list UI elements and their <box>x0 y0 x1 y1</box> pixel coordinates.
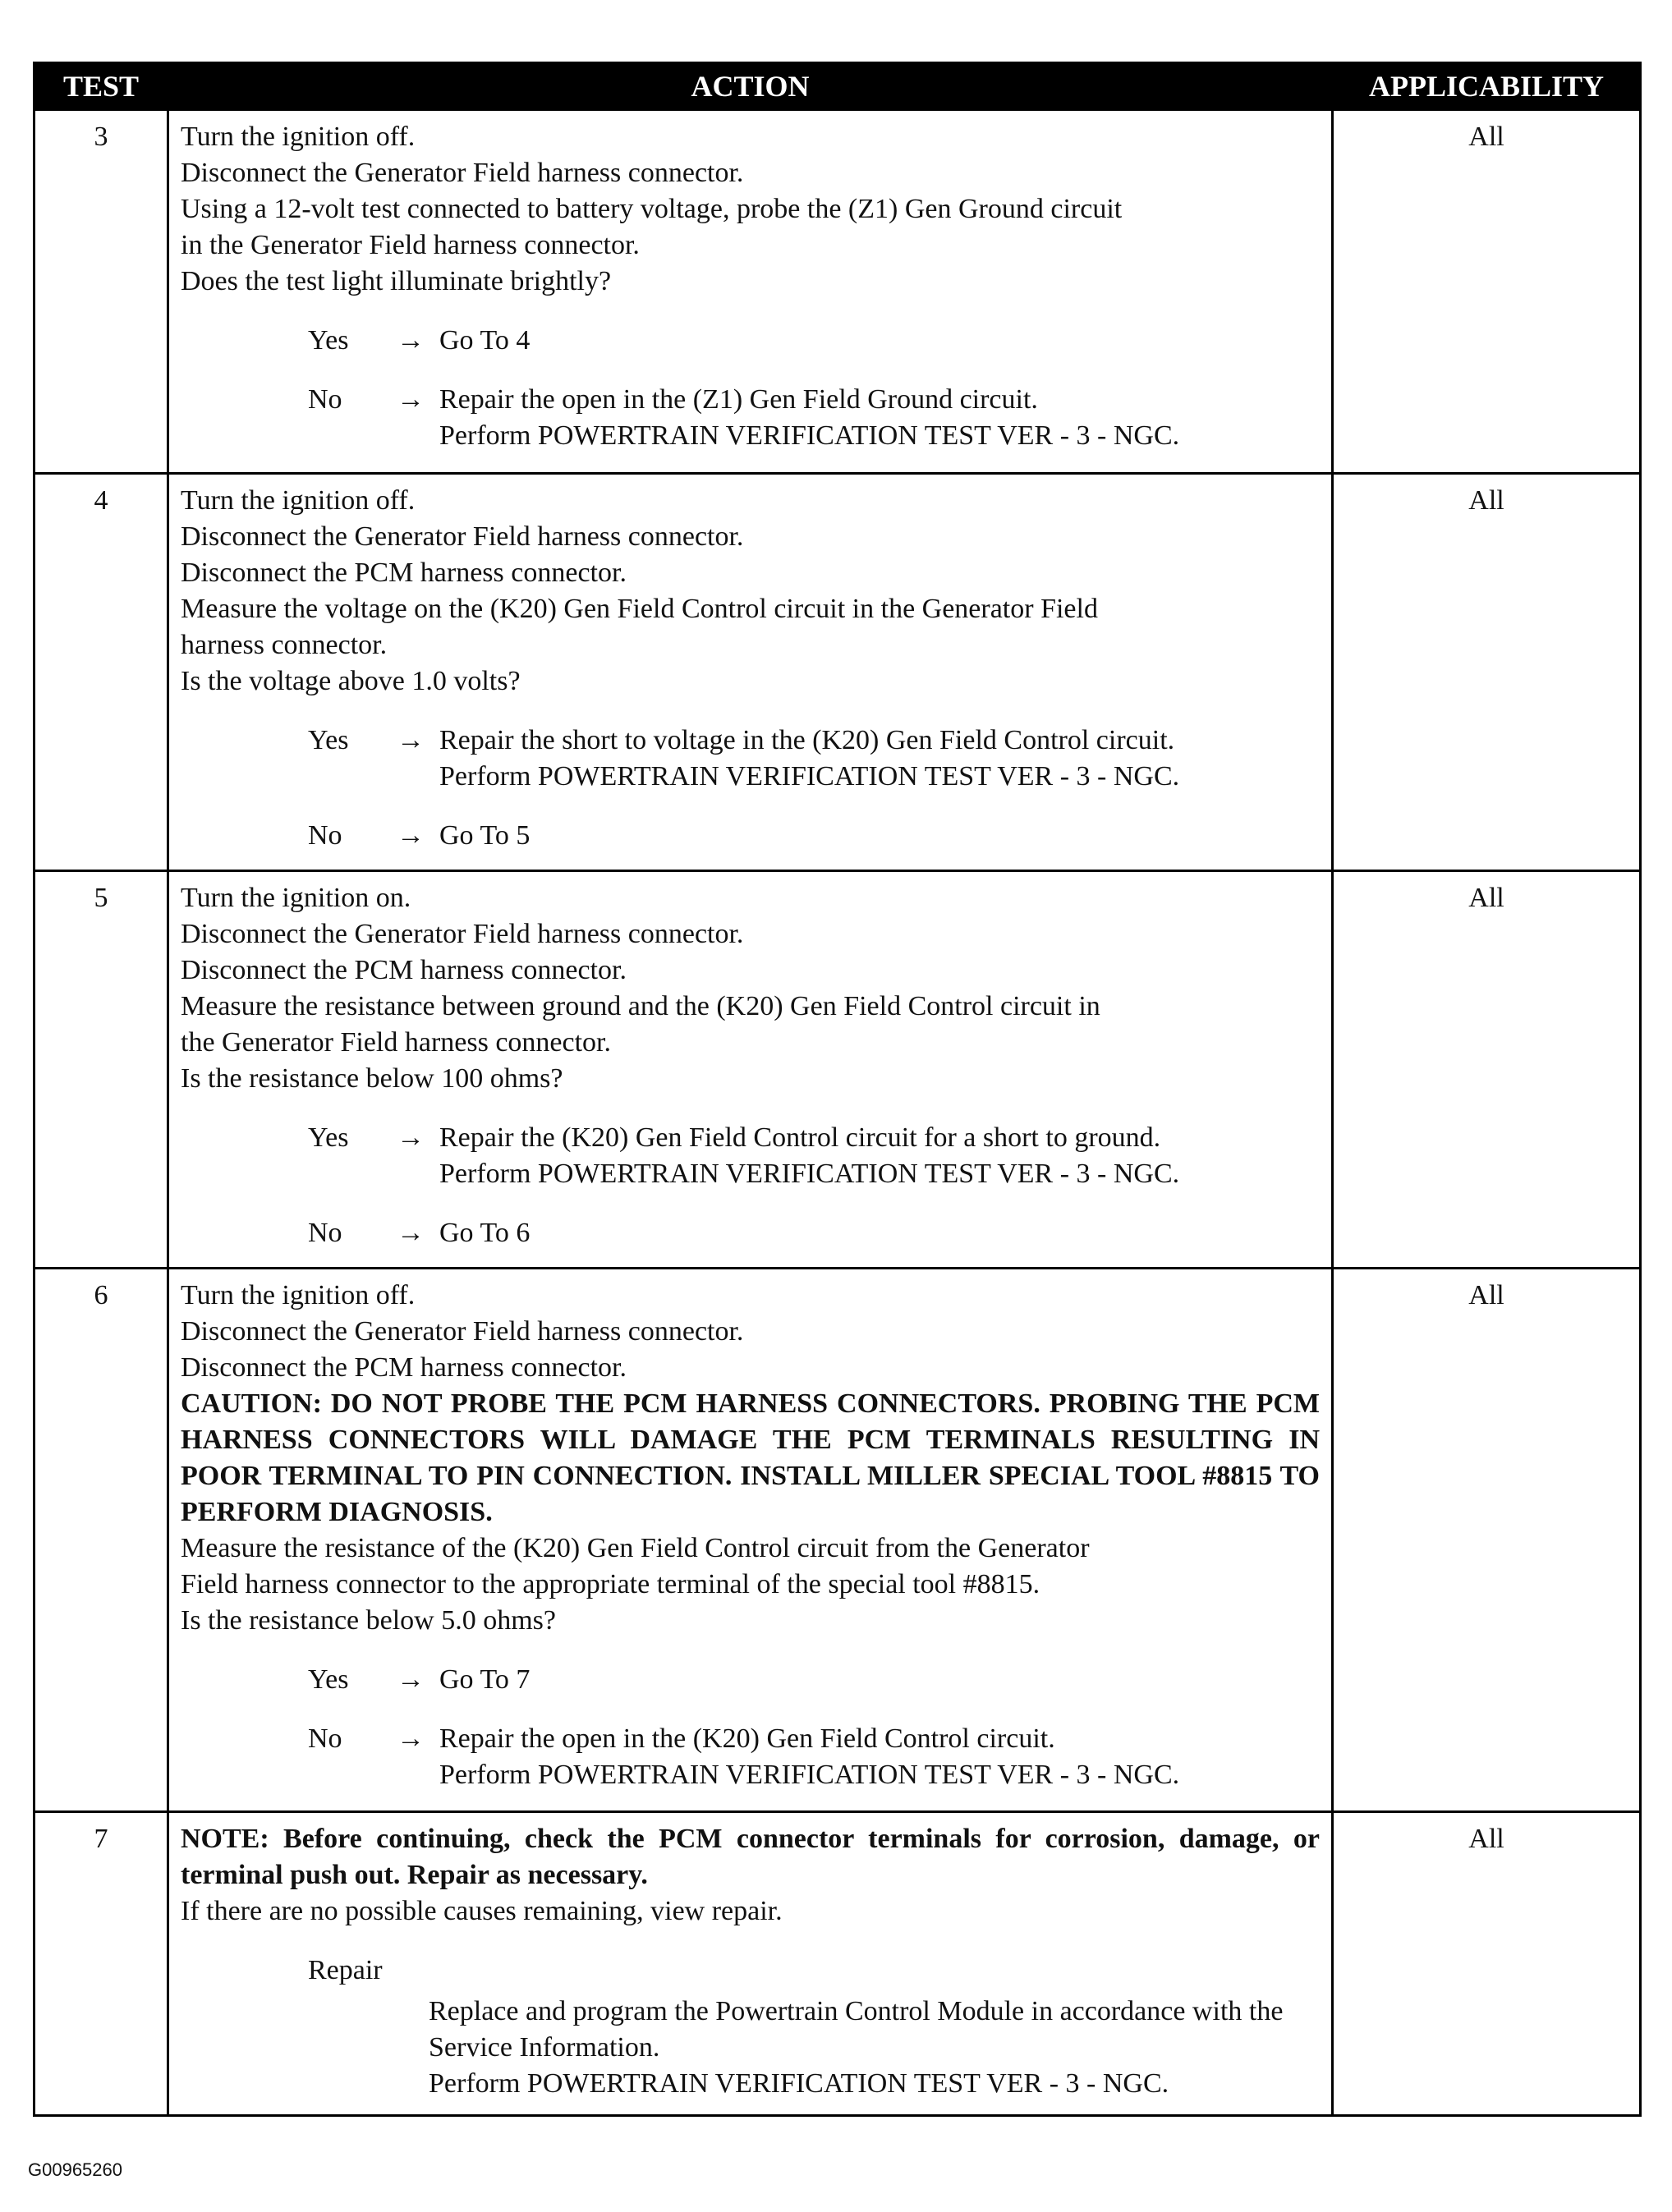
option-no <box>181 818 1320 854</box>
option-yes <box>181 1662 1320 1698</box>
action-line: in the Generator Field harness connector. <box>181 230 640 260</box>
option-result-line: Repair the short to voltage in the (K20) Gen Field Control circuit. <box>439 725 1175 755</box>
option-no <box>181 382 1320 454</box>
action-line: Is the resistance below 5.0 ohms? <box>181 1605 556 1636</box>
header-action: ACTION <box>168 63 1333 110</box>
applicability-cell: All <box>1333 871 1641 1269</box>
applicability-cell: All <box>1333 1269 1641 1812</box>
action-line: Disconnect the Generator Field harness connector. <box>181 521 744 552</box>
applicability-cell: All <box>1333 1812 1641 2116</box>
option-result <box>439 323 1320 359</box>
action-line: Turn the ignition on. <box>181 883 411 913</box>
arrow-icon: → <box>397 1218 425 1248</box>
arrow-icon: → <box>397 1122 425 1153</box>
option-label: Yes <box>308 325 349 356</box>
action-line: Turn the ignition off. <box>181 122 416 152</box>
action-line: Disconnect the PCM harness connector. <box>181 955 627 985</box>
option-result-line: Repair the open in the (Z1) Gen Field Ground circuit. <box>439 384 1038 415</box>
option-label: No <box>308 384 342 415</box>
option-no <box>181 1215 1320 1251</box>
action-line: Disconnect the PCM harness connector. <box>181 558 627 588</box>
figure-code: G00965260 <box>28 2159 122 2180</box>
option-label: No <box>308 820 342 851</box>
action-line: Disconnect the Generator Field harness connector. <box>181 158 744 188</box>
applicability-cell: All <box>1333 474 1641 871</box>
option-result-line: Perform POWERTRAIN VERIFICATION TEST VER - 3 - NGC. <box>439 1159 1180 1189</box>
action-line: Disconnect the PCM harness connector. <box>181 1352 627 1383</box>
option-result <box>439 723 1320 795</box>
action-line: Is the resistance below 100 ohms? <box>181 1063 563 1094</box>
option-result-line: Go To 4 <box>439 325 531 356</box>
applicability-cell: All <box>1333 110 1641 474</box>
option-result <box>439 1120 1320 1192</box>
action-cell <box>168 110 1333 474</box>
table-row <box>34 474 1641 871</box>
action-line: Measure the voltage on the (K20) Gen Field Control circuit in the Generator Field <box>181 594 1098 624</box>
option-result <box>439 1662 1320 1698</box>
repair-label: Repair <box>308 1955 383 1985</box>
test-number: 3 <box>34 110 168 474</box>
option-result <box>439 818 1320 854</box>
header-test: TEST <box>34 63 168 110</box>
action-line: Does the test light illuminate brightly? <box>181 266 612 296</box>
option-result-line: Perform POWERTRAIN VERIFICATION TEST VER - 3 - NGC. <box>439 420 1180 451</box>
test-number: 4 <box>34 474 168 871</box>
action-line: Field harness connector to the appropriate terminal of the special tool #8815. <box>181 1569 1040 1599</box>
arrow-icon: → <box>397 1664 425 1695</box>
table-row <box>34 1812 1641 2116</box>
test-number: 6 <box>34 1269 168 1812</box>
action-cell <box>168 1812 1333 2116</box>
option-yes <box>181 723 1320 795</box>
action-cell <box>168 1269 1333 1812</box>
arrow-icon: → <box>397 820 425 851</box>
action-line: Measure the resistance of the (K20) Gen Field Control circuit from the Generator <box>181 1533 1090 1563</box>
option-label: Yes <box>308 725 349 755</box>
repair-line: Replace and program the Powertrain Control Module in accordance with the Service Information. <box>429 1996 1284 2063</box>
table-header-row <box>34 63 1641 110</box>
option-label: Yes <box>308 1122 349 1153</box>
action-line: Turn the ignition off. <box>181 485 416 516</box>
note-text: NOTE: Before continuing, check the PCM connector terminals for corrosion, damage, or terminal push out. Repair as necessary. <box>181 1824 1320 1890</box>
action-cell <box>168 474 1333 871</box>
action-line: Is the voltage above 1.0 volts? <box>181 666 521 696</box>
option-result-line: Go To 6 <box>439 1218 531 1248</box>
action-line: harness connector. <box>181 630 388 660</box>
action-line: the Generator Field harness connector. <box>181 1027 611 1058</box>
option-result-line: Perform POWERTRAIN VERIFICATION TEST VER - 3 - NGC. <box>439 1760 1180 1790</box>
action-line: Disconnect the Generator Field harness connector. <box>181 1316 744 1347</box>
arrow-icon: → <box>397 384 425 415</box>
option-no <box>181 1721 1320 1793</box>
option-result-line: Go To 5 <box>439 820 531 851</box>
repair-line: Perform POWERTRAIN VERIFICATION TEST VER - 3 - NGC. <box>429 2068 1169 2099</box>
action-line: If there are no possible causes remaining, view repair. <box>181 1896 783 1926</box>
header-applicability: APPLICABILITY <box>1333 63 1641 110</box>
repair-instructions <box>429 1994 1320 2102</box>
test-number: 5 <box>34 871 168 1269</box>
option-label: No <box>308 1723 342 1754</box>
option-yes <box>181 323 1320 359</box>
action-line: Disconnect the Generator Field harness connector. <box>181 919 744 949</box>
option-result-line: Perform POWERTRAIN VERIFICATION TEST VER - 3 - NGC. <box>439 761 1180 792</box>
option-result <box>439 1215 1320 1251</box>
table-row <box>34 1269 1641 1812</box>
action-cell <box>168 871 1333 1269</box>
table-row <box>34 110 1641 474</box>
arrow-icon: → <box>397 325 425 356</box>
option-result <box>439 382 1320 454</box>
option-result <box>439 1721 1320 1793</box>
option-result-line: Repair the open in the (K20) Gen Field Control circuit. <box>439 1723 1055 1754</box>
arrow-icon: → <box>397 1723 425 1754</box>
option-result-line: Repair the (K20) Gen Field Control circuit for a short to ground. <box>439 1122 1161 1153</box>
action-line: Turn the ignition off. <box>181 1280 416 1310</box>
option-yes <box>181 1120 1320 1192</box>
option-result-line: Go To 7 <box>439 1664 531 1695</box>
test-procedure-table <box>33 62 1642 2117</box>
option-label: No <box>308 1218 342 1248</box>
action-line: Using a 12-volt test connected to battery voltage, probe the (Z1) Gen Ground circuit <box>181 194 1123 224</box>
arrow-icon: → <box>397 725 425 755</box>
action-line: Measure the resistance between ground and the (K20) Gen Field Control circuit in <box>181 991 1100 1021</box>
option-label: Yes <box>308 1664 349 1695</box>
test-number: 7 <box>34 1812 168 2116</box>
table-row <box>34 871 1641 1269</box>
caution-text: CAUTION: DO NOT PROBE THE PCM HARNESS CONNECTORS. PROBING THE PCM HARNESS CONNECTORS WILL DAMAGE THE PCM TERMINALS RESULTING IN POOR TERMINAL TO PIN CONNECTION. INSTALL MILLER SPECIAL TOOL #8815 TO PERFORM DIAGNOSIS. <box>181 1388 1320 1527</box>
